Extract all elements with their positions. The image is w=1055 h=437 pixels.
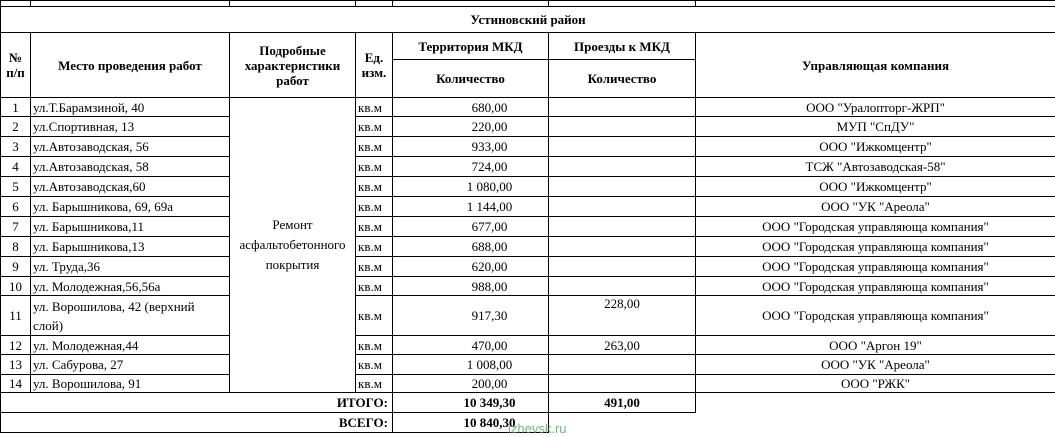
row-number: 2 — [1, 117, 31, 137]
row-number: 7 — [1, 217, 31, 237]
header-quantity-passages: Количество — [549, 60, 696, 98]
row-company: ООО "Городская управляюща компания" — [696, 257, 1055, 277]
table-row — [1, 177, 1055, 197]
row-number: 6 — [1, 197, 31, 217]
row-territory: 724,00 — [393, 157, 549, 177]
district-title: Устиновский район — [1, 7, 1055, 33]
row-territory: 1 080,00 — [393, 177, 549, 197]
row-territory: 620,00 — [393, 257, 549, 277]
row-place: ул. Барышникова,11 — [31, 217, 230, 237]
row-company: МУП "СпДУ" — [696, 117, 1055, 137]
row-company: ООО "Ижкомцентр" — [696, 137, 1055, 157]
row-place: ул.Автозаводская,60 — [31, 177, 230, 197]
row-number: 5 — [1, 177, 31, 197]
table-row — [1, 375, 1055, 393]
row-company: ТСЖ "Автозаводская-58" — [696, 157, 1055, 177]
row-place: ул. Сабурова, 27 — [31, 355, 230, 375]
row-unit: кв.м — [356, 375, 393, 393]
row-territory: 917,30 — [393, 296, 549, 336]
row-territory: 933,00 — [393, 137, 549, 157]
table-row — [1, 237, 1055, 257]
row-place: ул. Молодежная,56,56а — [31, 277, 230, 296]
row-territory: 470,00 — [393, 336, 549, 355]
row-company: ООО "Городская управляюща компания" — [696, 296, 1055, 336]
row-unit: кв.м — [356, 336, 393, 355]
table-row — [1, 98, 1055, 117]
vsego-label: ВСЕГО: — [1, 413, 393, 433]
row-place: ул. Барышникова,13 — [31, 237, 230, 257]
row-place: ул.Автозаводская, 58 — [31, 157, 230, 177]
row-company: ООО "Городская управляюща компания" — [696, 277, 1055, 296]
row-passages — [549, 177, 696, 197]
row-passages — [549, 217, 696, 237]
row-unit: кв.м — [356, 237, 393, 257]
row-number: 9 — [1, 257, 31, 277]
row-number: 12 — [1, 336, 31, 355]
row-company: ООО "УК "Ареола" — [696, 197, 1055, 217]
row-unit: кв.м — [356, 177, 393, 197]
row-passages — [549, 157, 696, 177]
row-number: 13 — [1, 355, 31, 375]
header-quantity-territory: Количество — [393, 60, 549, 98]
row-unit: кв.м — [356, 277, 393, 296]
row-place: ул.Спортивная, 13 — [31, 117, 230, 137]
row-company: ООО "УК "Ареола" — [696, 355, 1055, 375]
header-mkd-passages: Проезды к МКД — [549, 33, 696, 60]
itogo-territory: 10 349,30 — [393, 393, 549, 413]
row-passages: 228,00 — [549, 296, 696, 336]
row-number: 10 — [1, 277, 31, 296]
row-territory: 688,00 — [393, 237, 549, 257]
table-row — [1, 336, 1055, 355]
header-place: Место проведения работ — [31, 33, 230, 98]
row-number: 11 — [1, 296, 31, 336]
itogo-row — [1, 393, 1055, 413]
row-number: 4 — [1, 157, 31, 177]
row-place: ул. Барышникова, 69, 69а — [31, 197, 230, 217]
watermark: izhevsk.ru — [508, 421, 567, 436]
table-row — [1, 355, 1055, 375]
row-territory: 1 144,00 — [393, 197, 549, 217]
header-unit: Ед. изм. — [356, 33, 393, 98]
row-number: 1 — [1, 98, 31, 117]
vsego-empty-1 — [549, 413, 696, 433]
row-passages — [549, 277, 696, 296]
table-row — [1, 277, 1055, 296]
row-passages: 263,00 — [549, 336, 696, 355]
row-place: ул. Труда,36 — [31, 257, 230, 277]
row-unit: кв.м — [356, 355, 393, 375]
table-row — [1, 117, 1055, 137]
row-place: ул. Ворошилова, 91 — [31, 375, 230, 393]
header-num: № п/п — [1, 33, 31, 98]
row-number: 14 — [1, 375, 31, 393]
table-row — [1, 157, 1055, 177]
row-number: 3 — [1, 137, 31, 157]
header-company: Управляющая компания — [696, 33, 1055, 98]
itogo-passages: 491,00 — [549, 393, 696, 413]
row-company: ООО "Аргон 19" — [696, 336, 1055, 355]
table-row — [1, 257, 1055, 277]
row-unit: кв.м — [356, 217, 393, 237]
vsego-value: 10 840,30 — [393, 413, 549, 433]
row-passages — [549, 98, 696, 117]
row-company: ООО "Уралопторг-ЖРП" — [696, 98, 1055, 117]
vsego-empty-2 — [696, 413, 1055, 433]
row-territory: 200,00 — [393, 375, 549, 393]
row-passages — [549, 257, 696, 277]
row-unit: кв.м — [356, 98, 393, 117]
work-type: Ремонт асфальтобетонного покрытия — [230, 98, 356, 393]
row-territory: 680,00 — [393, 98, 549, 117]
row-unit: кв.м — [356, 197, 393, 217]
row-number: 8 — [1, 237, 31, 257]
itogo-label: ИТОГО: — [1, 393, 393, 413]
row-passages — [549, 355, 696, 375]
row-passages — [549, 197, 696, 217]
row-unit: кв.м — [356, 296, 393, 336]
row-place: ул.Т.Барамзиной, 40 — [31, 98, 230, 117]
row-company: ООО "Ижкомцентр" — [696, 177, 1055, 197]
row-passages — [549, 117, 696, 137]
table-row — [1, 296, 1055, 336]
row-passages — [549, 137, 696, 157]
row-passages — [549, 375, 696, 393]
row-company: ООО "Городская управляюща компания" — [696, 217, 1055, 237]
header-mkd-territory: Территория МКД — [393, 33, 549, 60]
row-passages — [549, 237, 696, 257]
itogo-empty — [696, 393, 1055, 413]
row-unit: кв.м — [356, 117, 393, 137]
row-territory: 677,00 — [393, 217, 549, 237]
row-territory: 988,00 — [393, 277, 549, 296]
row-company: ООО "Городская управляюща компания" — [696, 237, 1055, 257]
row-place: ул. Ворошилова, 42 (верхний слой) — [31, 296, 230, 336]
row-territory: 220,00 — [393, 117, 549, 137]
table-row — [1, 137, 1055, 157]
row-unit: кв.м — [356, 257, 393, 277]
table-row — [1, 217, 1055, 237]
row-territory: 1 008,00 — [393, 355, 549, 375]
row-company: ООО "РЖК" — [696, 375, 1055, 393]
header-details: Подробные характеристики работ — [230, 33, 356, 98]
row-unit: кв.м — [356, 137, 393, 157]
row-place: ул.Автозаводская, 56 — [31, 137, 230, 157]
row-place: ул. Молодежная,44 — [31, 336, 230, 355]
table-row — [1, 197, 1055, 217]
row-unit: кв.м — [356, 157, 393, 177]
